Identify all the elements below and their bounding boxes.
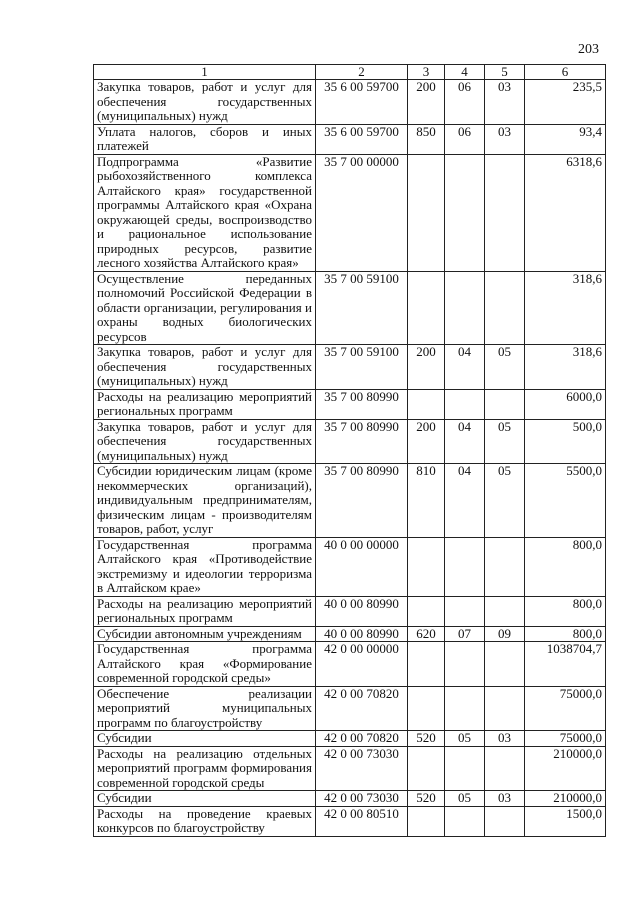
row-name-cell: Уплата налогов, сборов и иных платежей xyxy=(94,124,316,154)
table-row xyxy=(94,746,606,791)
row-vr-cell: 620 xyxy=(408,626,445,642)
row-pr-cell: 05 xyxy=(485,419,525,464)
row-amount-cell: 800,0 xyxy=(525,626,606,642)
row-pr-cell xyxy=(485,596,525,626)
row-vr-cell: 520 xyxy=(408,791,445,807)
row-code-cell: 35 6 00 59700 xyxy=(316,80,408,125)
column-header: 6 xyxy=(525,65,606,80)
column-header: 2 xyxy=(316,65,408,80)
row-pr-cell xyxy=(485,806,525,836)
row-name-cell: Осуществление переданных полномочий Российской Федерации в области организации, регулирования и охраны водных биологических ресурсов xyxy=(94,271,316,345)
row-amount-cell: 210000,0 xyxy=(525,746,606,791)
table-row xyxy=(94,731,606,747)
row-pr-cell: 05 xyxy=(485,464,525,538)
row-rz-cell xyxy=(445,271,485,345)
row-pr-cell xyxy=(485,746,525,791)
row-name-cell: Закупка товаров, работ и услуг для обеспечения государственных (муниципальных) нужд xyxy=(94,345,316,390)
row-pr-cell: 03 xyxy=(485,124,525,154)
table-row xyxy=(94,537,606,596)
row-vr-cell xyxy=(408,389,445,419)
header-row xyxy=(94,65,606,80)
row-rz-cell xyxy=(445,596,485,626)
row-pr-cell xyxy=(485,154,525,271)
row-name-cell: Расходы на реализацию мероприятий региональных программ xyxy=(94,596,316,626)
row-rz-cell: 06 xyxy=(445,124,485,154)
row-code-cell: 35 7 00 80990 xyxy=(316,389,408,419)
row-vr-cell: 200 xyxy=(408,80,445,125)
row-vr-cell xyxy=(408,537,445,596)
row-rz-cell: 04 xyxy=(445,419,485,464)
row-amount-cell: 500,0 xyxy=(525,419,606,464)
column-header: 4 xyxy=(445,65,485,80)
budget-table xyxy=(93,64,606,837)
row-amount-cell: 318,6 xyxy=(525,345,606,390)
row-pr-cell xyxy=(485,389,525,419)
row-vr-cell: 200 xyxy=(408,419,445,464)
row-vr-cell xyxy=(408,154,445,271)
row-rz-cell: 05 xyxy=(445,791,485,807)
row-code-cell: 35 7 00 59100 xyxy=(316,271,408,345)
row-code-cell: 35 7 00 00000 xyxy=(316,154,408,271)
row-amount-cell: 6318,6 xyxy=(525,154,606,271)
row-rz-cell xyxy=(445,154,485,271)
row-pr-cell: 09 xyxy=(485,626,525,642)
row-pr-cell: 03 xyxy=(485,731,525,747)
row-pr-cell xyxy=(485,686,525,731)
table-row xyxy=(94,464,606,538)
row-code-cell: 42 0 00 73030 xyxy=(316,746,408,791)
row-amount-cell: 800,0 xyxy=(525,537,606,596)
row-name-cell: Субсидии xyxy=(94,791,316,807)
row-rz-cell: 05 xyxy=(445,731,485,747)
row-rz-cell xyxy=(445,746,485,791)
row-vr-cell: 520 xyxy=(408,731,445,747)
row-vr-cell: 810 xyxy=(408,464,445,538)
page-number: 203 xyxy=(578,42,599,57)
table-row xyxy=(94,419,606,464)
row-rz-cell: 07 xyxy=(445,626,485,642)
row-amount-cell: 75000,0 xyxy=(525,731,606,747)
row-name-cell: Субсидии автономным учреждениям xyxy=(94,626,316,642)
row-pr-cell xyxy=(485,642,525,687)
row-amount-cell: 1038704,7 xyxy=(525,642,606,687)
row-code-cell: 42 0 00 00000 xyxy=(316,642,408,687)
row-name-cell: Государственная программа Алтайского края «Противодействие экстремизму и идеологии терроризма в Алтайском крае» xyxy=(94,537,316,596)
table-row xyxy=(94,389,606,419)
row-name-cell: Государственная программа Алтайского края «Формирование современной городской среды» xyxy=(94,642,316,687)
table-row xyxy=(94,271,606,345)
column-header: 1 xyxy=(94,65,316,80)
row-vr-cell xyxy=(408,746,445,791)
row-amount-cell: 6000,0 xyxy=(525,389,606,419)
row-amount-cell: 75000,0 xyxy=(525,686,606,731)
row-rz-cell xyxy=(445,642,485,687)
row-name-cell: Расходы на реализацию отдельных мероприятий программ формирования современной городской среды xyxy=(94,746,316,791)
row-code-cell: 40 0 00 80990 xyxy=(316,596,408,626)
table-row xyxy=(94,124,606,154)
row-name-cell: Обеспечение реализации мероприятий муниципальных программ по благоустройству xyxy=(94,686,316,731)
row-name-cell: Закупка товаров, работ и услуг для обеспечения государственных (муниципальных) нужд xyxy=(94,80,316,125)
row-rz-cell: 04 xyxy=(445,464,485,538)
row-amount-cell: 1500,0 xyxy=(525,806,606,836)
row-vr-cell xyxy=(408,271,445,345)
row-rz-cell xyxy=(445,389,485,419)
row-amount-cell: 800,0 xyxy=(525,596,606,626)
row-pr-cell xyxy=(485,271,525,345)
row-amount-cell: 93,4 xyxy=(525,124,606,154)
row-name-cell: Субсидии xyxy=(94,731,316,747)
row-amount-cell: 210000,0 xyxy=(525,791,606,807)
row-rz-cell: 04 xyxy=(445,345,485,390)
table-row xyxy=(94,626,606,642)
table-row xyxy=(94,154,606,271)
row-name-cell: Расходы на проведение краевых конкурсов по благоустройству xyxy=(94,806,316,836)
row-code-cell: 42 0 00 80510 xyxy=(316,806,408,836)
table-row xyxy=(94,686,606,731)
row-pr-cell: 03 xyxy=(485,80,525,125)
table-row xyxy=(94,791,606,807)
column-header: 3 xyxy=(408,65,445,80)
row-code-cell: 42 0 00 70820 xyxy=(316,731,408,747)
row-amount-cell: 318,6 xyxy=(525,271,606,345)
row-code-cell: 40 0 00 00000 xyxy=(316,537,408,596)
row-vr-cell xyxy=(408,642,445,687)
row-code-cell: 35 7 00 80990 xyxy=(316,464,408,538)
row-vr-cell xyxy=(408,806,445,836)
row-pr-cell xyxy=(485,537,525,596)
row-vr-cell xyxy=(408,596,445,626)
row-vr-cell: 850 xyxy=(408,124,445,154)
row-code-cell: 42 0 00 70820 xyxy=(316,686,408,731)
row-vr-cell xyxy=(408,686,445,731)
row-rz-cell: 06 xyxy=(445,80,485,125)
table-row xyxy=(94,642,606,687)
row-amount-cell: 235,5 xyxy=(525,80,606,125)
row-amount-cell: 5500,0 xyxy=(525,464,606,538)
row-code-cell: 42 0 00 73030 xyxy=(316,791,408,807)
row-vr-cell: 200 xyxy=(408,345,445,390)
row-rz-cell xyxy=(445,686,485,731)
row-rz-cell xyxy=(445,806,485,836)
table-body xyxy=(94,80,606,837)
row-code-cell: 35 7 00 80990 xyxy=(316,419,408,464)
row-name-cell: Закупка товаров, работ и услуг для обеспечения государственных (муниципальных) нужд xyxy=(94,419,316,464)
row-pr-cell: 03 xyxy=(485,791,525,807)
column-header: 5 xyxy=(485,65,525,80)
table-row xyxy=(94,80,606,125)
table-row xyxy=(94,596,606,626)
row-code-cell: 40 0 00 80990 xyxy=(316,626,408,642)
row-code-cell: 35 6 00 59700 xyxy=(316,124,408,154)
row-name-cell: Подпрограмма «Развитие рыбохозяйственного комплекса Алтайского края» государственной программы Алтайского края «Охрана окружающей среды, воспроизводство и рациональное использование природных ресурсов, развитие лесного хозяйства Алтайского края» xyxy=(94,154,316,271)
row-name-cell: Субсидии юридическим лицам (кроме некоммерческих организаций), индивидуальным предпринимателям, физическим лицам - производителям товаров, работ, услуг xyxy=(94,464,316,538)
table-row xyxy=(94,806,606,836)
row-pr-cell: 05 xyxy=(485,345,525,390)
table-row xyxy=(94,345,606,390)
row-name-cell: Расходы на реализацию мероприятий региональных программ xyxy=(94,389,316,419)
row-code-cell: 35 7 00 59100 xyxy=(316,345,408,390)
row-rz-cell xyxy=(445,537,485,596)
